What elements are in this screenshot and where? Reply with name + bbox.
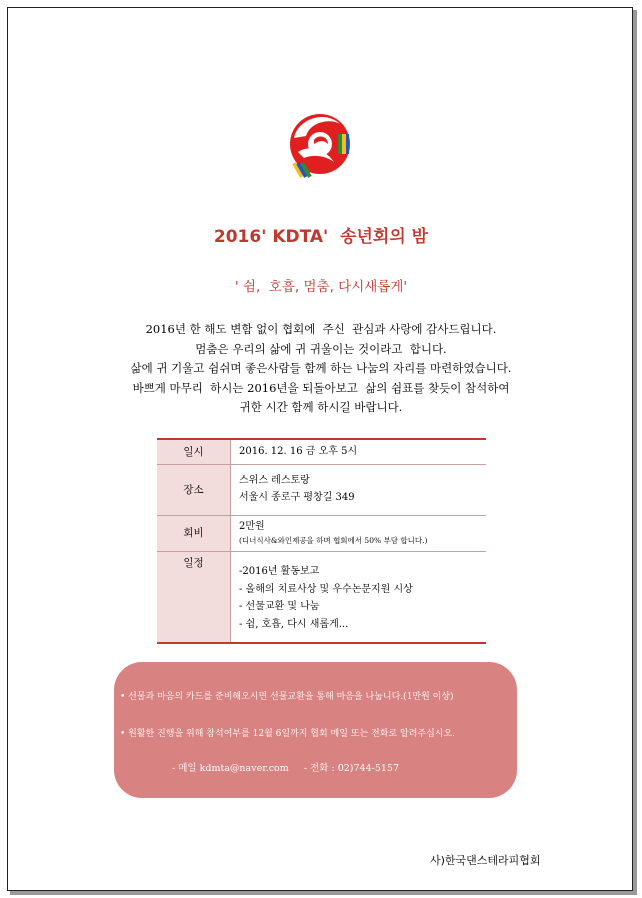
intro-line: 멈춤은 우리의 삶에 귀 귀울이는 것이라고 합니다. <box>195 341 447 356</box>
place-label: 장소 <box>157 465 231 516</box>
fee-label: 회비 <box>157 516 231 552</box>
intro-paragraph <box>60 320 582 418</box>
notice-contact-line: - 메일 kdmta@naver.com - 전화 : 02)744-5157 <box>172 763 400 774</box>
page-shadow-right <box>633 10 637 894</box>
schedule-label: 일정 <box>157 552 231 644</box>
intro-line: 바쁘게 마무리 하시는 2016년을 되돌아보고 삶의 쉼표를 찾듯이 참석하여 <box>132 380 510 395</box>
fee-value-cell <box>231 516 487 552</box>
page-shadow-bottom <box>10 891 637 895</box>
fee-value: 2만원 <box>239 521 265 532</box>
event-subtitle: ' 쉼, 호흡, 멈춤, 다시새롭게' <box>234 279 408 295</box>
date-label: 일시 <box>157 439 231 465</box>
table-row-place <box>157 465 486 516</box>
date-value: 2016. 12. 16 금 오후 5시 <box>231 439 487 465</box>
intro-line: 삶에 귀 기울고 쉼쉬며 좋은사람들 함께 하는 나눔의 자리를 마련하였습니다. <box>130 361 512 375</box>
schedule-item: - 쉼, 호흡, 다시 새롭게... <box>239 618 349 630</box>
place-name: 스위스 레스토랑 <box>239 475 310 486</box>
event-info-table <box>157 438 486 644</box>
intro-line: 2016년 한 해도 변함 없이 협회에 주신 관심과 사랑에 감사드립니다. <box>145 322 497 336</box>
kdta-logo <box>280 104 360 184</box>
place-address: 서울시 종로구 평창길 349 <box>239 492 355 503</box>
event-title: 2016' KDTA' 송년회의 밤 <box>213 227 429 247</box>
notice-box <box>114 662 517 798</box>
place-value <box>231 465 487 516</box>
schedule-list <box>231 552 487 644</box>
schedule-item: - 올해의 치료사상 및 우수논문지원 시상 <box>239 583 413 595</box>
table-row-date <box>157 439 486 465</box>
schedule-item: - 선물교환 및 나눔 <box>239 601 320 612</box>
notice-gift-line: • 선물과 마음의 카드를 준비해오시면 선물교환을 통해 마음을 나눕니다.(1만원 이상) <box>120 692 454 702</box>
notice-rsvp-line: • 원활한 진행을 위해 참석여부를 12월 6일까지 협회 메일 또는 전화로 알려주십시오. <box>120 729 456 739</box>
intro-line: 귀한 시간 함께 하시길 바랍니다. <box>239 400 403 414</box>
organization-name: 사)한국댄스테라피협회 <box>430 854 541 867</box>
table-row-fee <box>157 516 486 552</box>
fee-note: (디너식사&와인제공을 하며 협회에서 50% 부담 합니다.) <box>239 536 428 545</box>
table-row-schedule <box>157 552 486 644</box>
schedule-item: -2016년 활동보고 <box>239 566 320 577</box>
